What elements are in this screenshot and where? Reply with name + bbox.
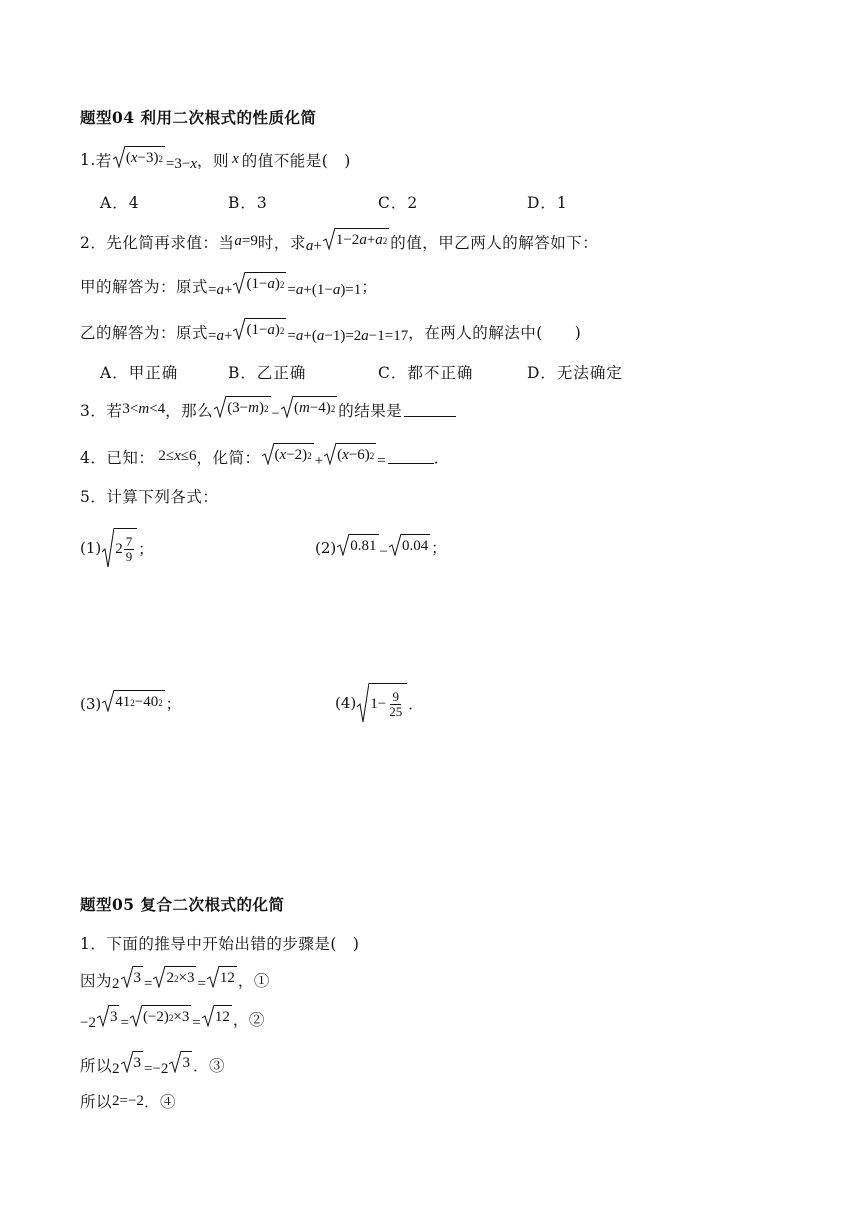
formula-sqrt-x-minus-3: ( x −3) 2 =3−x bbox=[112, 146, 197, 173]
sub-question-1 bbox=[80, 528, 153, 568]
option-b: B．3 bbox=[228, 194, 268, 212]
option-a: A．甲正确 bbox=[100, 364, 179, 382]
question-text: ，那么 bbox=[165, 401, 214, 420]
formula-step-1: 2 3 = 2 2 ×3 = 12 bbox=[112, 966, 238, 993]
question-number: 1． bbox=[80, 935, 107, 953]
formula-step-2: −2 3 = (−2) 2 ×3 = 12 bbox=[80, 1005, 233, 1032]
formula-sqrt-081-minus-004: 0.81 − 0.04 bbox=[336, 534, 431, 561]
question-text: 时，求 bbox=[257, 233, 306, 252]
option-c: C．2 bbox=[378, 194, 419, 212]
formula-a-plus-sqrt: a+ 1−2 a + a 2 bbox=[306, 228, 390, 255]
answer-jia bbox=[80, 272, 377, 299]
question-text: ． bbox=[433, 448, 450, 467]
question-number: 5． bbox=[80, 488, 107, 506]
formula-2-le-x-le-6: 2≤x≤6 bbox=[158, 448, 197, 464]
step-text: 所以 bbox=[80, 1093, 113, 1111]
question-number: 2． bbox=[80, 233, 107, 252]
question-4 bbox=[80, 443, 450, 470]
option-d: D．1 bbox=[527, 194, 568, 212]
question-text: 计算下列各式： bbox=[106, 488, 219, 506]
derivation-step-4 bbox=[80, 1090, 176, 1112]
answer-blank bbox=[404, 402, 456, 417]
question-1 bbox=[80, 146, 351, 173]
question-text: ，化简： bbox=[196, 448, 261, 467]
option-d: D．无法确定 bbox=[527, 364, 623, 382]
question-text: 若 bbox=[95, 151, 112, 170]
sub-number: (3) bbox=[80, 694, 102, 713]
question-text: 若 bbox=[106, 401, 123, 420]
formula-q3: (3− m ) 2 − ( m −4) 2 bbox=[213, 396, 338, 423]
question-5 bbox=[80, 485, 218, 507]
section-title-text: 题型04 利用二次根式的性质化简 bbox=[80, 108, 317, 127]
question-number: 3． bbox=[80, 401, 107, 420]
formula-a-equals-9: a=9 bbox=[234, 233, 258, 249]
punctuation: ； bbox=[165, 695, 181, 713]
sub-number: (4) bbox=[335, 694, 357, 712]
option-b: B．乙正确 bbox=[228, 364, 307, 382]
answer-blank bbox=[388, 449, 434, 464]
punctuation: ． bbox=[408, 694, 424, 713]
formula-sqrt-2-7-9: 2 $\frac{7}{9}$ bbox=[101, 528, 138, 568]
sub-number: (1) bbox=[80, 539, 102, 557]
step-marker: ．③ bbox=[192, 1056, 225, 1075]
question-2 bbox=[80, 228, 598, 255]
question-text: 已知： bbox=[106, 448, 155, 467]
answer-yi bbox=[80, 318, 581, 345]
step-marker: ，① bbox=[237, 971, 270, 990]
s2-question-1 bbox=[80, 932, 359, 954]
punctuation: ； bbox=[138, 539, 154, 558]
question-text: 的结果是 bbox=[338, 401, 403, 420]
sub-question-4 bbox=[335, 683, 423, 723]
derivation-step-3 bbox=[80, 1051, 225, 1078]
answer-label: 乙的解答为：原式 bbox=[80, 323, 209, 342]
answer-text: ，在两人的解法中( ) bbox=[408, 323, 582, 342]
sub-question-2 bbox=[315, 534, 446, 561]
derivation-step-1 bbox=[80, 966, 270, 993]
section-title-text: 题型05 复合二次根式的化简 bbox=[80, 895, 285, 914]
question-text: 下面的推导中开始出错的步骤是( ) bbox=[106, 935, 360, 953]
answer-label: 甲的解答为：原式 bbox=[80, 277, 209, 296]
section-title-05 bbox=[80, 893, 284, 915]
question-number: 4． bbox=[80, 448, 107, 467]
question-text: 先化简再求值：当 bbox=[106, 233, 235, 252]
step-text: 因为 bbox=[80, 971, 113, 990]
option-c: C．都不正确 bbox=[378, 364, 474, 382]
formula-step-3: 2 3 =−2 3 bbox=[112, 1051, 193, 1078]
option-a: A．4 bbox=[100, 194, 140, 212]
question-text: 的值不能是( ) bbox=[241, 151, 351, 170]
punctuation: ； bbox=[431, 539, 447, 557]
sub-question-3 bbox=[80, 690, 181, 717]
formula-jia: =a+ (1− a ) 2 =a+(1−a)=1 bbox=[208, 272, 361, 299]
formula-3-lt-m-lt-4: 3<m<4 bbox=[122, 401, 166, 417]
formula-step-4: 2=−2 bbox=[112, 1092, 144, 1109]
variable-x: x bbox=[232, 151, 239, 167]
derivation-step-2 bbox=[80, 1005, 265, 1032]
question-3 bbox=[80, 396, 456, 423]
section-title-04 bbox=[80, 106, 316, 128]
step-marker: ，② bbox=[232, 1010, 265, 1029]
formula-q4: ( x −2) 2 + ( x −6) 2 = bbox=[261, 443, 386, 470]
formula-sqrt-41sq-minus-40sq: 41 2 −40 2 bbox=[101, 690, 165, 717]
answer-text: ； bbox=[361, 277, 378, 296]
sub-number: (2) bbox=[315, 538, 337, 557]
question-number: 1. bbox=[80, 150, 96, 169]
formula-sqrt-1-minus-9-25: 1− $\frac{9}{25}$ bbox=[356, 683, 408, 723]
question-text: 的值，甲乙两人的解答如下： bbox=[390, 233, 599, 252]
step-text: 所以 bbox=[80, 1056, 113, 1075]
step-marker: ．④ bbox=[143, 1093, 176, 1111]
question-text: ，则 bbox=[197, 151, 230, 170]
formula-yi: =a+ (1− a ) 2 =a+(a−1)=2a−1=17 bbox=[208, 318, 408, 345]
